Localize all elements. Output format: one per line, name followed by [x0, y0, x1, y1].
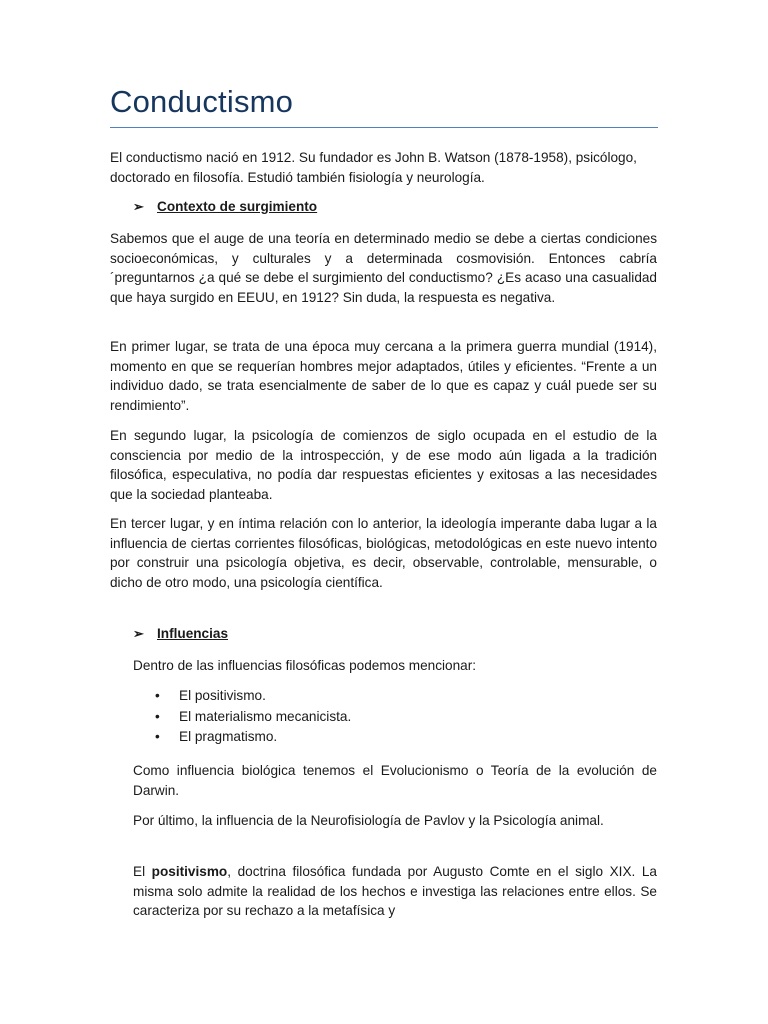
- paragraph-contexto-3: En segundo lugar, la psicología de comienzos de siglo ocupada en el estudio de la consciencia por medio de la introspección, y de ese modo aún ligada a la tradición filosófica, especulativa, no podía dar respuestas eficientes y exitosas a las necesidades que la sociedad planteaba.: [110, 428, 657, 502]
- paragraph-biologica: Como influencia biológica tenemos el Evolucionismo o Teoría de la evolución de Darwin.: [133, 763, 657, 798]
- arrowhead-icon: ➢: [133, 199, 144, 214]
- paragraph-ultimo: Por último, la influencia de la Neurofisiología de Pavlov y la Psicología animal.: [133, 813, 604, 828]
- title-underline: [110, 127, 658, 128]
- positivismo-term: positivismo: [151, 864, 228, 879]
- section-heading-label: Influencias: [157, 626, 229, 641]
- bullet-dot-icon: •: [155, 688, 160, 703]
- influencias-intro: Dentro de las influencias filosóficas podemos mencionar:: [133, 658, 477, 673]
- document-page: Conductismo El conductismo nació en 1912. Su fundador es John B. Watson (1878-1958), psicólogo, doctorado en filosofía. Estudió también fisiología y neurología. ➢ Contexto de surgimiento Sabemos que el auge de una teoría en determinado medio se debe a ciertas condiciones socioeconómicas, y culturales y a determinada cosmovisión. Entonces cabría ´preguntarnos ¿a qué se debe el surgimiento del conductismo? ¿Es acaso una casualidad que haya surgido en EEUU, en 1912? Sin duda, la respuesta es negativa. En primer lugar, se trata de una época muy cercana a la primera guerra mundial (1914), momento en que se requerían hombres mejor adaptados, útiles y eficientes. “Frente a un individuo dado, se trata esencialmente de saber de lo que es capaz y cuál puede ser su rendimiento”. En segundo lugar, la psicología de comienzos de siglo ocupada en el estudio de la consciencia por medio de la introspección, y de ese modo aún ligada a la tradición filosófica, especulativa, no podía dar respuestas eficientes y exitosas a las necesidades que la sociedad planteaba. En tercer lugar, y en íntima relación con lo anterior, la ideología imperante daba lugar a la influencia de ciertas corrientes filosóficas, biológicas, metodológicas en este nuevo intento por construir una psicología objetiva, es decir, observable, controlable, mensurable, o dicho de otro modo, una psicología científica. ➢ Influencias Dentro de las influencias filosóficas podemos mencionar: • El positivismo. • El materialismo mecanicista. • El pragmatismo. Como influencia biológica tenemos el Evolucionismo o Teoría de la evolución de Darwin. Por último, la influencia de la Neurofisiología de Pavlov y la Psicología animal. El positivismo, doctrina filosófica fundada por Augusto Comte en el siglo XIX. La misma solo admite la realidad de los hechos e investiga las relaciones entre ellos. Se caracteriza por su rechazo a la metafísica y: [0, 0, 768, 1024]
- section-heading-influencias: [133, 624, 228, 643]
- paragraph-contexto-1: Sabemos que el auge de una teoría en determinado medio se debe a ciertas condiciones socioeconómicas, y culturales y a determinada cosmovisión. Entonces cabría ´preguntarnos ¿a qué se debe el surgimiento del conductismo? ¿Es acaso una casualidad que haya surgido en EEUU, en 1912? Sin duda, la respuesta es negativa.: [110, 231, 657, 305]
- section-heading-label: Contexto de surgimiento: [157, 199, 318, 214]
- bullet-dot-icon: •: [155, 729, 160, 744]
- bullet-dot-icon: •: [155, 708, 160, 724]
- page-title: Conductismo: [110, 84, 294, 119]
- section-heading-contexto: [133, 197, 317, 216]
- paragraph-positivismo: El positivismo, doctrina filosófica fundada por Augusto Comte en el siglo XIX. La misma solo admite la realidad de los hechos e investiga las relaciones entre ellos. Se caracteriza por su rechazo a la metafísica y: [133, 864, 657, 919]
- intro-paragraph: El conductismo nació en 1912. Su fundador es John B. Watson (1878-1958), psicólogo, doctorado en filosofía. Estudió también fisiología y neurología.: [110, 150, 637, 185]
- arrowhead-icon: ➢: [133, 626, 144, 641]
- paragraph-contexto-4: En tercer lugar, y en íntima relación con lo anterior, la ideología imperante daba lugar a la influencia de ciertas corrientes filosóficas, biológicas, metodológicas en este nuevo intento por construir una psicología objetiva, es decir, observable, controlable, mensurable, o dicho de otro modo, una psicología científica.: [110, 516, 657, 590]
- paragraph-contexto-2: En primer lugar, se trata de una época muy cercana a la primera guerra mundial (1914), momento en que se requerían hombres mejor adaptados, útiles y eficientes. “Frente a un individuo dado, se trata esencialmente de saber de lo que es capaz y cuál puede ser su rendimiento”.: [110, 339, 657, 413]
